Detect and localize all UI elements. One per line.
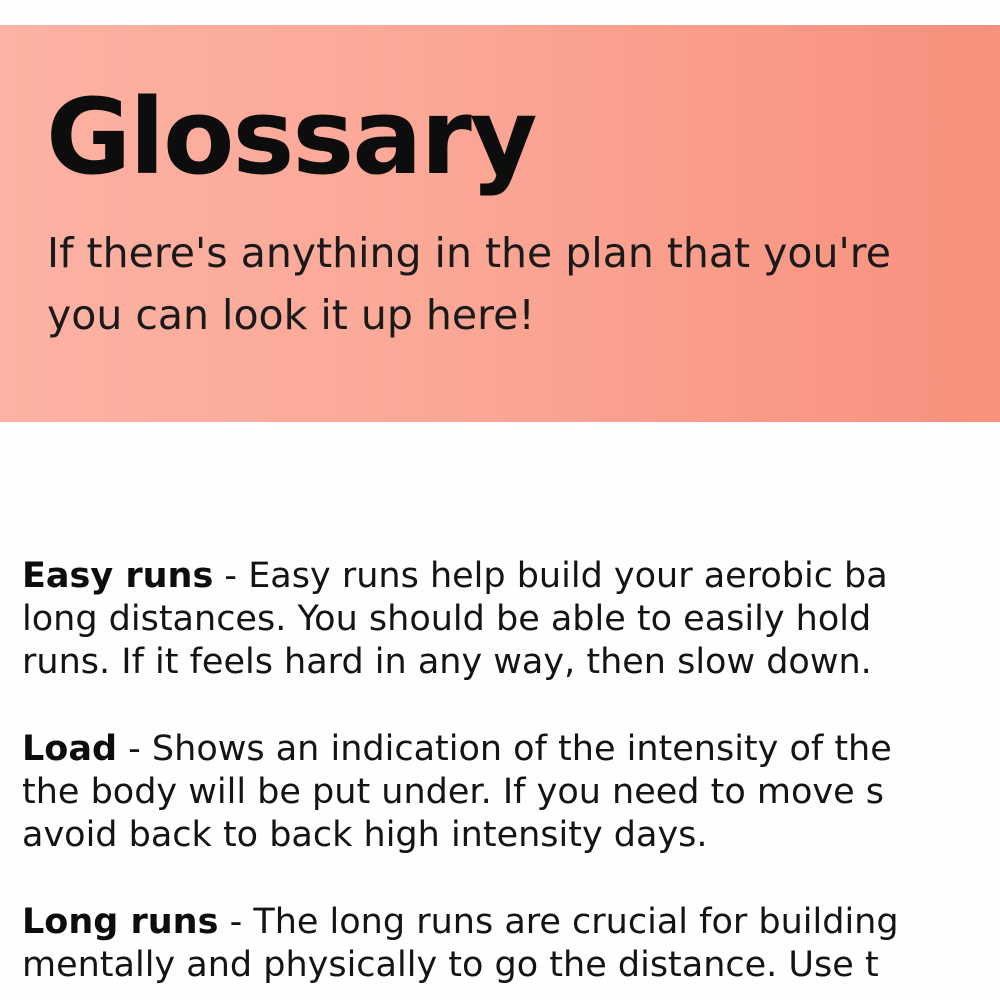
glossary-list: [22, 555, 1000, 1000]
definition-text: Shows an indication of the intensity of the: [151, 729, 892, 769]
subtitle-line: If there's anything in the plan that you're: [47, 229, 891, 277]
glossary-term: Long runs: [22, 902, 219, 942]
header-banner: [0, 25, 1000, 422]
glossary-term: Load: [22, 729, 118, 769]
glossary-entry-load: [22, 728, 1000, 857]
term-separator: -: [213, 556, 249, 596]
glossary-entry-long-runs: [22, 901, 1000, 987]
definition-line: runs. If it feels hard in any way, then slow down.: [22, 642, 872, 682]
subtitle-line: you can look it up here!: [47, 291, 535, 339]
glossary-entry-easy-runs: [22, 555, 1000, 684]
page-subtitle: [47, 222, 891, 346]
page-title: Glossary: [46, 76, 536, 198]
definition-line: long distances. You should be able to easily hold: [22, 599, 872, 639]
glossary-term: Easy runs: [22, 556, 214, 596]
definition-line: avoid back to back high intensity days.: [22, 815, 708, 855]
definition-text: Easy runs help build your aerobic ba: [248, 556, 888, 596]
definition-text: The long runs are crucial for building: [253, 902, 899, 942]
definition-line: the body will be put under. If you need to move s: [22, 772, 885, 812]
term-separator: -: [218, 902, 254, 942]
entry-first-line: [22, 555, 1000, 598]
definition-line: mentally and physically to go the distance. Use t: [22, 945, 879, 985]
term-separator: -: [117, 729, 152, 769]
entry-first-line: [22, 901, 1000, 944]
entry-first-line: [22, 728, 1000, 771]
